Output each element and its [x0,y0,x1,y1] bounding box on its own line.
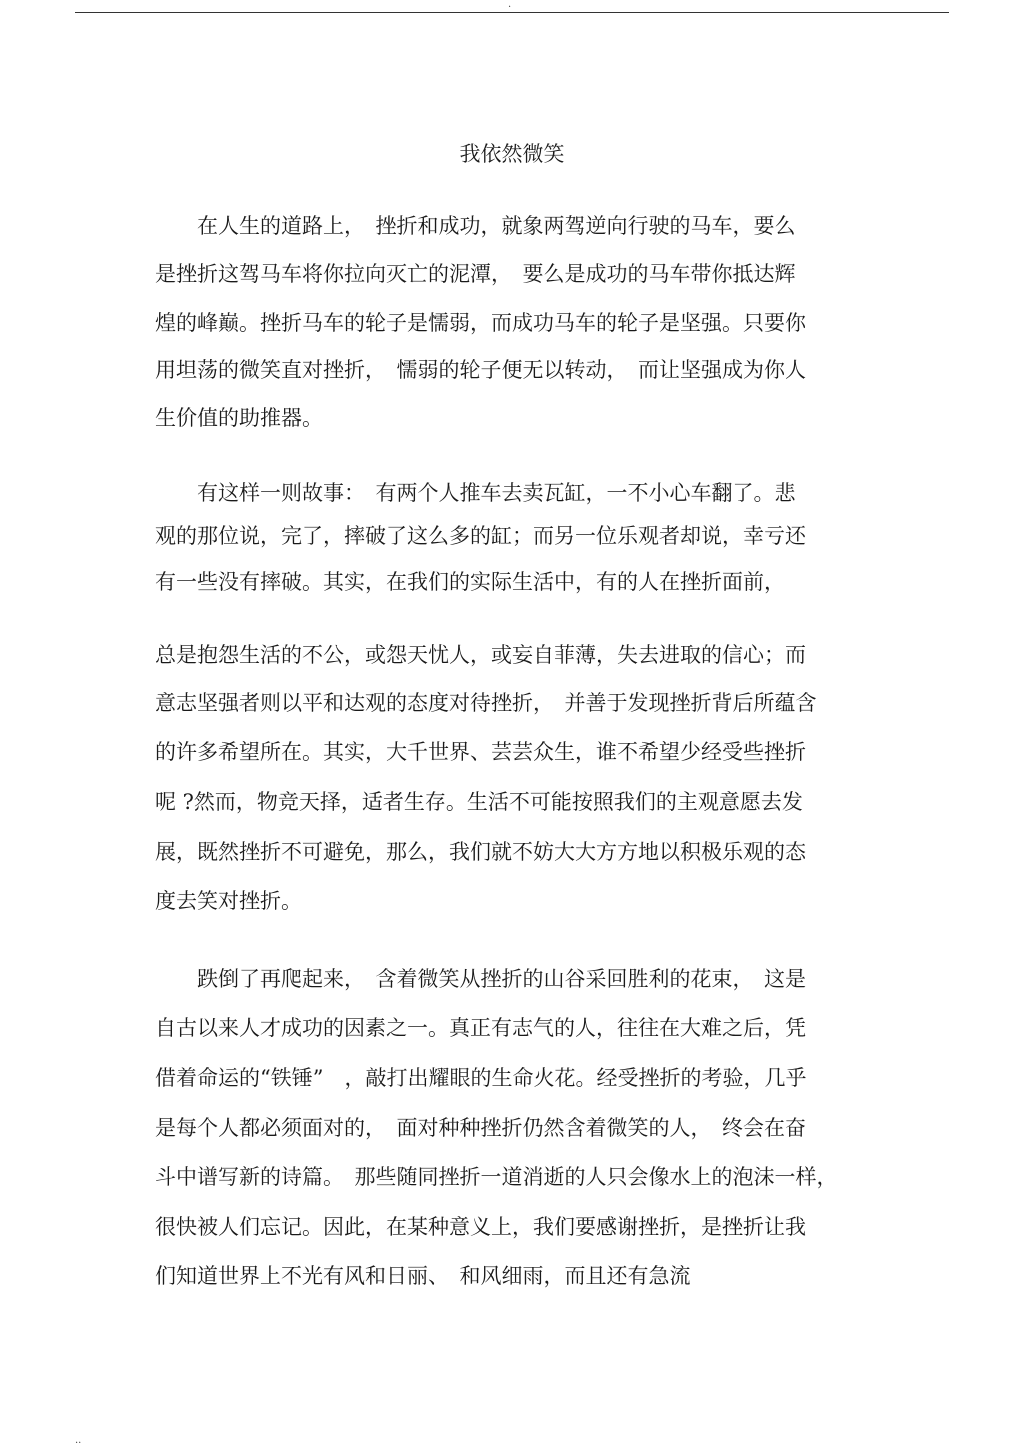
text-line: 跌倒了再爬起来， 含着微笑从挫折的山谷采回胜利的花束， 这是 [155,967,806,991]
text-line: 有一些没有摔破。其实，在我们的实际生活中，有的人在挫折面前， [155,570,785,594]
text-line: 的许多希望所在。其实，大千世界、芸芸众生，谁不希望少经受些挫折 [155,740,806,764]
text-line: 是挫折这驾马车将你拉向灭亡的泥潭， 要么是成功的马车带你抵达辉 [155,262,796,286]
page-title: 我依然微笑 [459,142,565,166]
header-rule [75,12,949,13]
text-line: 们知道世界上不光有风和日丽、 和风细雨，而且还有急流 [155,1264,691,1288]
text-line: 生价值的助推器。 [155,406,323,430]
text-line: 展，既然挫折不可避免，那么，我们就不妨大大方方地以积极乐观的态 [155,840,806,864]
text-line: 观的那位说，完了，摔破了这么多的缸；而另一位乐观者却说，幸亏还 [155,524,806,548]
text-line: 自古以来人才成功的因素之一。真正有志气的人，往往在大难之后，凭 [155,1016,806,1040]
text-line: 意志坚强者则以平和达观的态度对待挫折， 并善于发现挫折背后所蕴含 [155,691,817,715]
text-line: 有这样一则故事： 有两个人推车去卖瓦缸，一不小心车翻了。悲 [155,481,796,505]
header-mark: . [508,0,512,10]
footer-mark: .. [75,1435,82,1446]
text-line: 借着命运的“铁锤” ，敲打出耀眼的生命火花。经受挫折的考验，几乎 [155,1066,807,1090]
text-line: 斗中谱写新的诗篇。 那些随同挫折一道消逝的人只会像水上的泡沫一样， [155,1165,838,1189]
text-line: 煌的峰巅。挫折马车的轮子是懦弱，而成功马车的轮子是坚强。只要你 [155,311,806,335]
text-line: 用坦荡的微笑直对挫折， 懦弱的轮子便无以转动， 而让坚强成为你人 [155,358,806,382]
text-line: 呢 ?然而，物竞天择，适者生存。生活不可能按照我们的主观意愿去发 [155,790,803,814]
text-line: 很快被人们忘记。因此，在某种意义上，我们要感谢挫折，是挫折让我 [155,1215,806,1239]
text-line: 在人生的道路上， 挫折和成功，就象两驾逆向行驶的马车，要么 [155,214,796,238]
text-line: 是每个人都必须面对的， 面对种种挫折仍然含着微笑的人， 终会在奋 [155,1116,806,1140]
text-line: 度去笑对挫折。 [155,889,302,913]
text-line: 总是抱怨生活的不公，或怨天忧人，或妄自菲薄，失去进取的信心；而 [155,643,806,667]
